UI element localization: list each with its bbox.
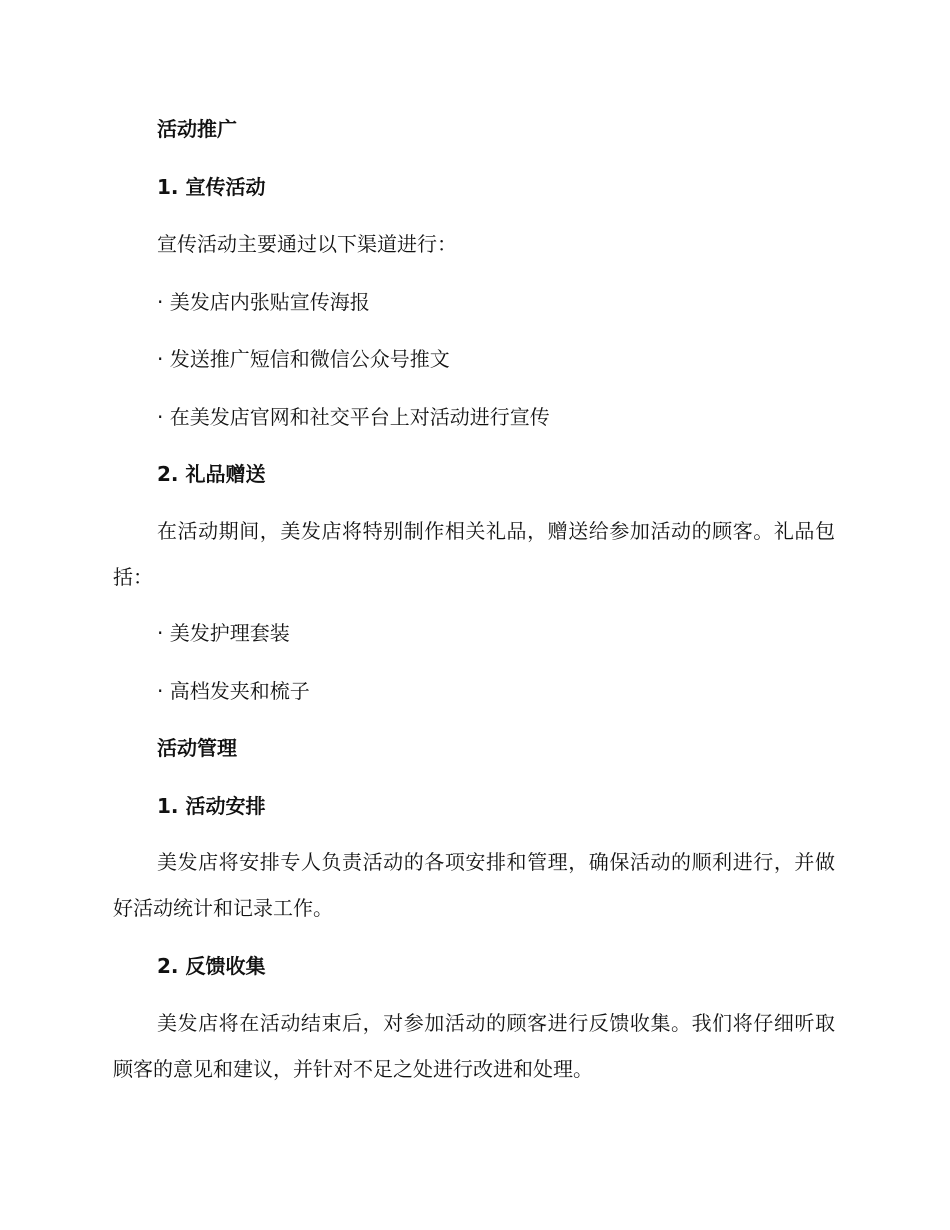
publicity-intro: 宣传活动主要通过以下渠道进行： [157, 232, 457, 256]
section-heading-management: 活动管理 [157, 736, 237, 760]
list-item: · 在美发店官网和社交平台上对活动进行宣传 [157, 405, 550, 429]
list-item: · 美发护理套装 [157, 621, 290, 645]
subsection-title-publicity: 1. 宣传活动 [157, 175, 266, 199]
section-heading-promotion: 活动推广 [157, 117, 237, 141]
gifts-paragraph: 在活动期间，美发店将特别制作相关礼品，赠送给参加活动的顾客。礼品包括： [113, 519, 835, 589]
list-item: · 发送推广短信和微信公众号推文 [157, 347, 450, 371]
list-item: · 高档发夹和梳子 [157, 679, 310, 703]
feedback-paragraph: 美发店将在活动结束后，对参加活动的顾客进行反馈收集。我们将仔细听取顾客的意见和建议，并针对不足之处进行改进和处理。 [113, 1011, 835, 1081]
subsection-title-feedback: 2. 反馈收集 [157, 954, 266, 978]
subsection-title-gifts: 2. 礼品赠送 [157, 462, 266, 486]
arrangement-paragraph: 美发店将安排专人负责活动的各项安排和管理，确保活动的顺利进行，并做好活动统计和记录工作。 [113, 850, 835, 920]
list-item: · 美发店内张贴宣传海报 [157, 290, 370, 314]
subsection-title-arrangement: 1. 活动安排 [157, 794, 266, 818]
